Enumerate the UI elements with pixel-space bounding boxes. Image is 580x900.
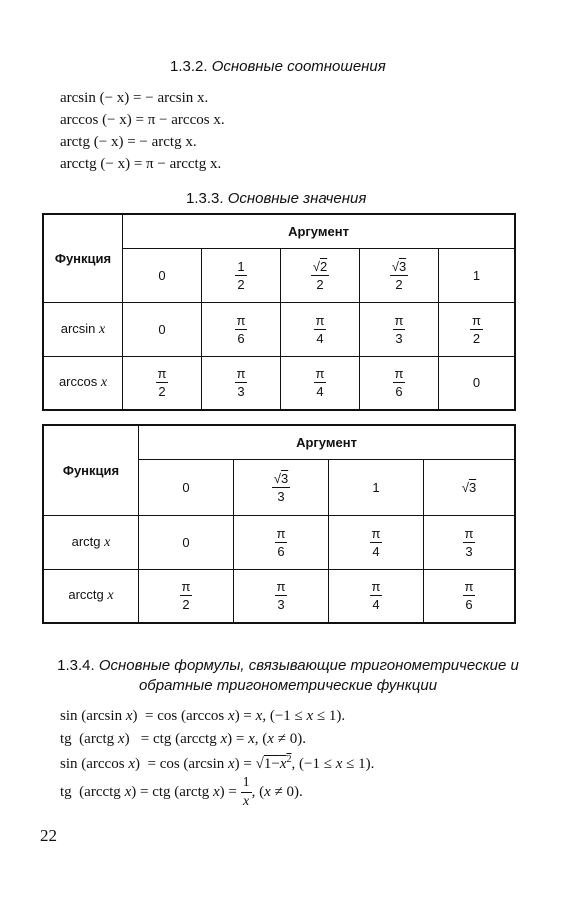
- formula-arg: (− x): [100, 156, 131, 172]
- identity-arccos: [60, 112, 225, 129]
- argument-header: Аргумент: [123, 214, 516, 248]
- section-number: 1.3.4.: [57, 657, 95, 674]
- value-cell: $\frac{\pi}{3}$: [202, 356, 281, 410]
- function-header: Функция: [43, 214, 123, 302]
- value-cell: $\frac{\pi}{3}$: [424, 515, 516, 569]
- value-cell: $\frac{\pi}{6}$: [234, 515, 329, 569]
- section-134-heading: [48, 656, 528, 696]
- section-133-heading: [186, 190, 366, 207]
- value-cell: $\frac{\pi}{3}$: [360, 302, 439, 356]
- argument-header: Аргумент: [139, 425, 516, 459]
- values-table-arcsin-arccos: [42, 213, 516, 411]
- section-title: Основные формулы, связывающие тригонометрические и: [98, 657, 519, 674]
- composition-formula-sin-arccos: sin (arccos x) = cos (arcsin $x) = √1-x^2$, (−1 ≤ x ≤ 1).: [60, 754, 375, 772]
- composition-formula-tg-ctg: tg (arctg x) = ctg (arcctg x) = x, (x ≠ 0).: [60, 731, 306, 747]
- arg-cell: √ $\frac{2}{2}$: [281, 248, 360, 302]
- section-number: 1.3.2.: [170, 58, 208, 75]
- value-cell: $\frac{\pi}{4}$: [329, 515, 424, 569]
- arg-cell: 0: [123, 248, 202, 302]
- arg-cell: 0: [139, 459, 234, 515]
- composition-formula-tg-arcctg: tg (arcctg x) = ctg (arctg x) = $\frac{1}{x}$ , (x ≠ 0).: [60, 775, 303, 809]
- value-cell: $\frac{\pi}{2}$: [139, 569, 234, 623]
- value-cell: $\frac{\pi}{2}$: [123, 356, 202, 410]
- value-cell: 0: [123, 302, 202, 356]
- identity-arctg: [60, 134, 197, 151]
- section-132-heading: [170, 58, 386, 75]
- values-table-arctg-arcctg: [42, 424, 516, 624]
- arg-cell: 1: [439, 248, 516, 302]
- arg-cell: √ $\frac{3}{2}$: [360, 248, 439, 302]
- row-label: arctg x: [43, 515, 139, 569]
- formula-lhs: arccos: [60, 112, 99, 128]
- value-cell: $\frac{\pi}{4}$: [281, 356, 360, 410]
- formula-rhs: = − arcsin x.: [133, 90, 209, 106]
- formula-rhs: = − arctg x.: [127, 134, 197, 150]
- formula-rhs: = π − arccos x.: [135, 112, 225, 128]
- value-cell: $\frac{\pi}{3}$: [234, 569, 329, 623]
- page-number: 22: [40, 826, 57, 845]
- identity-arcctg: [60, 156, 221, 173]
- value-cell: $\frac{\pi}{6}$: [360, 356, 439, 410]
- formula-arg: (− x): [93, 134, 124, 150]
- section-title: Основные значения: [227, 190, 367, 207]
- composition-formula-sin-cos: sin (arcsin x) = cos (arccos x) = x, (−1 ≤ x ≤ 1).: [60, 708, 346, 724]
- row-label: arcctg x: [43, 569, 139, 623]
- value-cell: $\frac{\pi}{6}$: [424, 569, 516, 623]
- value-cell: 0: [139, 515, 234, 569]
- value-cell: $\frac{\pi}{2}$: [439, 302, 516, 356]
- value-cell: $\frac{\pi}{4}$: [281, 302, 360, 356]
- section-title: Основные соотношения: [211, 58, 386, 75]
- identity-arcsin: [60, 90, 208, 107]
- row-label: arccos x: [43, 356, 123, 410]
- formula-arg: (− x): [99, 90, 130, 106]
- section-title-line2: обратные тригонометрические функции: [138, 677, 438, 694]
- formula-rhs: = π − arcctg x.: [133, 156, 222, 172]
- arg-cell: $\frac{1}{2}$: [202, 248, 281, 302]
- formula-arg: (− x): [102, 112, 132, 128]
- section-number: 1.3.3.: [186, 190, 224, 207]
- section-134-title-line1: [48, 656, 528, 676]
- arg-cell: √ $\frac{3}{3}$: [234, 459, 329, 515]
- formula-lhs: arcctg: [60, 156, 97, 172]
- value-cell: $\frac{\pi}{6}$: [202, 302, 281, 356]
- function-header: Функция: [43, 425, 139, 515]
- formula-lhs: arcsin: [60, 90, 96, 106]
- arg-cell: 1: [329, 459, 424, 515]
- formula-lhs: arctg: [60, 134, 90, 150]
- value-cell: 0: [439, 356, 516, 410]
- value-cell: $\frac{\pi}{4}$: [329, 569, 424, 623]
- arg-cell: √ 3: [424, 459, 516, 515]
- row-label: arcsin x: [43, 302, 123, 356]
